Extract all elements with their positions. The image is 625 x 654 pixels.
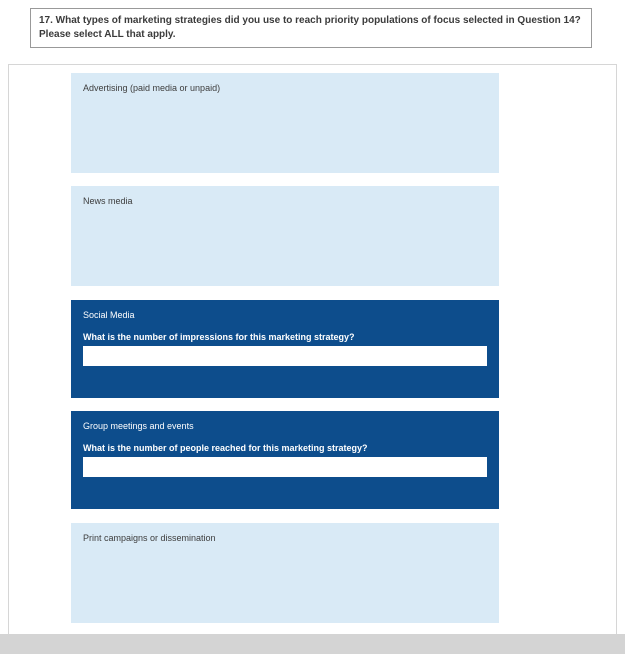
question-text: 17. What types of marketing strategies did you use to reach priority populations of focus selected in Question 14? Please select ALL that apply. — [39, 15, 581, 40]
sub-question-text: What is the number of people reached for this marketing strategy? — [83, 443, 368, 453]
strategy-label: Social Media — [83, 310, 135, 320]
strategy-card-print-campaigns[interactable] — [71, 523, 499, 623]
strategy-label: News media — [83, 196, 133, 206]
people-reached-input[interactable] — [83, 457, 487, 477]
strategies-panel — [8, 64, 617, 634]
strategy-card-advertising[interactable] — [71, 73, 499, 173]
impressions-input[interactable] — [83, 346, 487, 366]
sub-question-text: What is the number of impressions for this marketing strategy? — [83, 332, 355, 342]
strategy-label: Advertising (paid media or unpaid) — [83, 83, 221, 93]
strategy-label: Group meetings and events — [83, 421, 194, 431]
page-background-strip — [0, 634, 625, 654]
strategy-card-group-meetings[interactable] — [71, 411, 499, 509]
strategy-label: Print campaigns or dissemination — [83, 533, 216, 543]
question-box — [30, 8, 592, 48]
strategy-card-social-media[interactable] — [71, 300, 499, 398]
strategy-card-news-media[interactable] — [71, 186, 499, 286]
